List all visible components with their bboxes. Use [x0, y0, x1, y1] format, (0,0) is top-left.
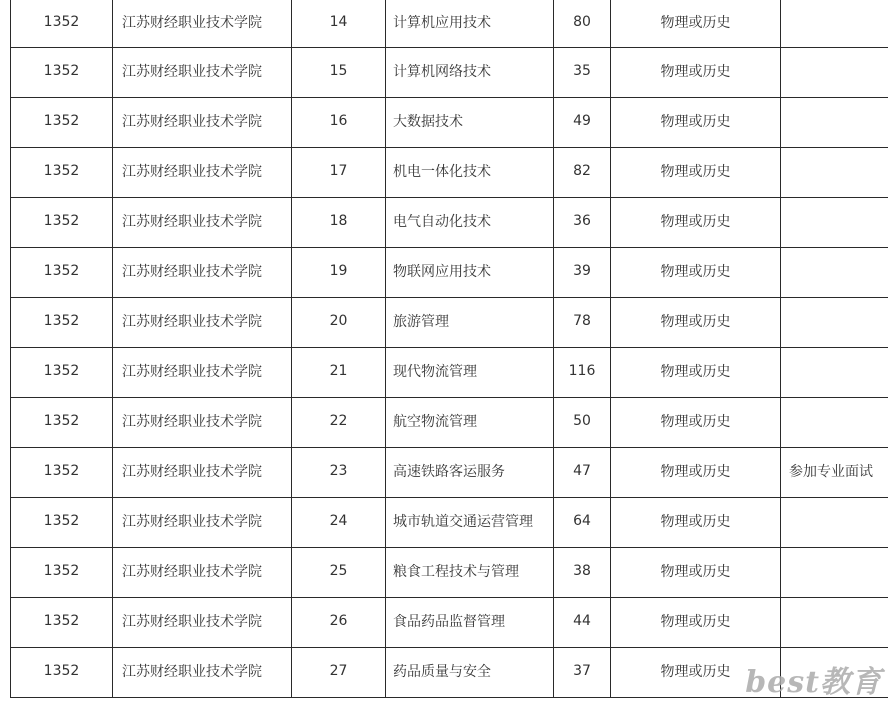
subject-requirement-text: 物理或历史 [660, 14, 731, 31]
subject-requirement-text: 物理或历史 [660, 113, 731, 130]
major-number-cell [292, 48, 386, 98]
plan-count-text: 35 [573, 62, 591, 79]
school-code-cell [11, 648, 113, 698]
major-name-cell [386, 0, 554, 48]
plan-count-cell [554, 398, 611, 448]
subject-requirement-cell [611, 298, 781, 348]
note-cell [781, 498, 888, 548]
plan-count-text: 82 [573, 162, 591, 179]
subject-requirement-text: 物理或历史 [660, 413, 731, 430]
major-name-cell [386, 298, 554, 348]
school-code-text: 1352 [43, 462, 80, 479]
school-name-cell [113, 648, 292, 698]
major-number-cell [292, 298, 386, 348]
school-name-text: 江苏财经职业技术学院 [122, 463, 262, 480]
plan-count-text: 49 [573, 112, 591, 129]
plan-count-cell [554, 198, 611, 248]
major-number-cell [292, 248, 386, 298]
major-name-text: 航空物流管理 [393, 413, 477, 430]
school-name-text: 江苏财经职业技术学院 [122, 14, 262, 31]
plan-count-text: 64 [573, 512, 591, 529]
subject-requirement-text: 物理或历史 [660, 363, 731, 380]
school-name-text: 江苏财经职业技术学院 [122, 263, 262, 280]
subject-requirement-text: 物理或历史 [660, 63, 731, 80]
plan-count-text: 38 [573, 562, 591, 579]
major-number-text: 25 [329, 562, 348, 579]
plan-count-text: 78 [573, 312, 591, 329]
major-name-cell [386, 648, 554, 698]
major-number-text: 17 [329, 162, 348, 179]
school-code-text: 1352 [43, 212, 80, 229]
plan-count-text: 39 [573, 262, 591, 279]
subject-requirement-text: 物理或历史 [660, 163, 731, 180]
subject-requirement-text: 物理或历史 [660, 613, 731, 630]
subject-requirement-cell [611, 48, 781, 98]
major-number-text: 14 [329, 13, 348, 30]
school-code-cell [11, 48, 113, 98]
major-name-cell [386, 348, 554, 398]
plan-count-cell [554, 448, 611, 498]
school-name-text: 江苏财经职业技术学院 [122, 313, 262, 330]
plan-count-text: 36 [573, 212, 591, 229]
school-name-text: 江苏财经职业技术学院 [122, 113, 262, 130]
school-code-text: 1352 [43, 562, 80, 579]
school-name-cell [113, 348, 292, 398]
note-cell [781, 598, 888, 648]
school-code-cell [11, 198, 113, 248]
major-name-cell [386, 198, 554, 248]
school-code-text: 1352 [43, 112, 80, 129]
major-name-cell [386, 148, 554, 198]
table-row [11, 348, 888, 398]
major-number-cell [292, 598, 386, 648]
school-code-cell [11, 0, 113, 48]
school-name-cell [113, 48, 292, 98]
plan-count-cell [554, 348, 611, 398]
school-name-text: 江苏财经职业技术学院 [122, 63, 262, 80]
major-number-text: 20 [329, 312, 348, 329]
major-number-cell [292, 648, 386, 698]
major-name-text: 现代物流管理 [393, 363, 477, 380]
school-code-text: 1352 [43, 312, 80, 329]
major-number-text: 18 [329, 212, 348, 229]
major-name-text: 物联网应用技术 [393, 263, 491, 280]
school-code-text: 1352 [43, 612, 80, 629]
school-code-text: 1352 [43, 162, 80, 179]
plan-count-cell [554, 48, 611, 98]
plan-count-cell [554, 548, 611, 598]
school-code-text: 1352 [43, 262, 80, 279]
plan-count-text: 44 [573, 612, 591, 629]
major-name-text: 药品质量与安全 [393, 663, 491, 680]
school-code-text: 1352 [43, 62, 80, 79]
major-number-cell [292, 348, 386, 398]
subject-requirement-text: 物理或历史 [660, 563, 731, 580]
school-name-cell [113, 598, 292, 648]
subject-requirement-cell [611, 248, 781, 298]
school-name-text: 江苏财经职业技术学院 [122, 213, 262, 230]
school-code-cell [11, 98, 113, 148]
major-name-text: 食品药品监督管理 [393, 613, 505, 630]
major-name-text: 旅游管理 [393, 313, 449, 330]
note-cell [781, 298, 888, 348]
plan-count-text: 80 [573, 13, 591, 30]
major-number-text: 21 [329, 362, 348, 379]
school-code-cell [11, 448, 113, 498]
table-row [11, 598, 888, 648]
note-cell [781, 248, 888, 298]
plan-count-text: 116 [568, 362, 596, 379]
table-row [11, 98, 888, 148]
plan-count-cell [554, 98, 611, 148]
table-row [11, 548, 888, 598]
major-number-text: 26 [329, 612, 348, 629]
note-cell [781, 198, 888, 248]
plan-count-text: 47 [573, 462, 591, 479]
subject-requirement-text: 物理或历史 [660, 513, 731, 530]
major-name-cell [386, 98, 554, 148]
table-body [11, 0, 888, 698]
table-row [11, 48, 888, 98]
major-number-cell [292, 498, 386, 548]
school-name-text: 江苏财经职业技术学院 [122, 563, 262, 580]
subject-requirement-text: 物理或历史 [660, 463, 731, 480]
school-code-cell [11, 498, 113, 548]
plan-count-cell [554, 498, 611, 548]
major-number-text: 15 [329, 62, 348, 79]
note-cell [781, 448, 888, 498]
school-code-cell [11, 398, 113, 448]
watermark-logo: best教育 [745, 665, 882, 700]
major-number-cell [292, 198, 386, 248]
major-number-text: 16 [329, 112, 348, 129]
note-cell [781, 48, 888, 98]
school-code-text: 1352 [43, 412, 80, 429]
school-code-text: 1352 [43, 362, 80, 379]
note-cell [781, 148, 888, 198]
school-code-cell [11, 348, 113, 398]
school-name-cell [113, 148, 292, 198]
school-code-text: 1352 [43, 13, 80, 30]
major-number-cell [292, 548, 386, 598]
major-name-text: 高速铁路客运服务 [393, 463, 505, 480]
school-code-text: 1352 [43, 512, 80, 529]
major-name-cell [386, 498, 554, 548]
plan-count-cell [554, 648, 611, 698]
major-name-text: 粮食工程技术与管理 [393, 563, 519, 580]
major-number-text: 24 [329, 512, 348, 529]
school-name-text: 江苏财经职业技术学院 [122, 413, 262, 430]
school-name-cell [113, 498, 292, 548]
major-name-text: 城市轨道交通运营管理 [393, 513, 533, 530]
major-number-cell [292, 0, 386, 48]
major-name-cell [386, 448, 554, 498]
school-code-cell [11, 548, 113, 598]
subject-requirement-text: 物理或历史 [660, 213, 731, 230]
school-name-cell [113, 548, 292, 598]
plan-count-cell [554, 0, 611, 48]
major-number-cell [292, 448, 386, 498]
subject-requirement-cell [611, 398, 781, 448]
school-name-text: 江苏财经职业技术学院 [122, 663, 262, 680]
subject-requirement-text: 物理或历史 [660, 263, 731, 280]
major-name-cell [386, 398, 554, 448]
major-number-cell [292, 148, 386, 198]
subject-requirement-cell [611, 0, 781, 48]
school-name-cell [113, 98, 292, 148]
note-cell [781, 548, 888, 598]
school-name-text: 江苏财经职业技术学院 [122, 613, 262, 630]
note-cell [781, 348, 888, 398]
school-name-cell [113, 448, 292, 498]
note-cell [781, 98, 888, 148]
school-name-text: 江苏财经职业技术学院 [122, 163, 262, 180]
subject-requirement-text: 物理或历史 [660, 313, 731, 330]
school-name-cell [113, 298, 292, 348]
note-cell [781, 398, 888, 448]
school-code-text: 1352 [43, 662, 80, 679]
major-number-text: 19 [329, 262, 348, 279]
major-name-cell [386, 548, 554, 598]
plan-count-cell [554, 148, 611, 198]
major-name-cell [386, 598, 554, 648]
subject-requirement-text: 物理或历史 [660, 663, 731, 680]
plan-count-cell [554, 248, 611, 298]
subject-requirement-cell [611, 148, 781, 198]
table-row [11, 498, 888, 548]
school-name-text: 江苏财经职业技术学院 [122, 513, 262, 530]
major-name-text: 计算机应用技术 [393, 14, 491, 31]
subject-requirement-cell [611, 448, 781, 498]
table-row [11, 398, 888, 448]
major-name-cell [386, 48, 554, 98]
table-row [11, 248, 888, 298]
subject-requirement-cell [611, 548, 781, 598]
table-row [11, 148, 888, 198]
school-name-cell [113, 0, 292, 48]
note-cell [781, 0, 888, 48]
major-number-text: 27 [329, 662, 348, 679]
major-name-text: 计算机网络技术 [393, 63, 491, 80]
school-name-cell [113, 198, 292, 248]
subject-requirement-cell [611, 498, 781, 548]
subject-requirement-cell [611, 598, 781, 648]
plan-count-text: 37 [573, 662, 591, 679]
major-name-cell [386, 248, 554, 298]
table-row [11, 298, 888, 348]
school-code-cell [11, 298, 113, 348]
note-text: 参加专业面试 [789, 463, 873, 480]
enrollment-table [10, 0, 888, 698]
school-code-cell [11, 598, 113, 648]
major-number-cell [292, 98, 386, 148]
major-name-text: 电气自动化技术 [393, 213, 491, 230]
table-row [11, 448, 888, 498]
plan-count-cell [554, 598, 611, 648]
subject-requirement-cell [611, 98, 781, 148]
table-row [11, 0, 888, 48]
table-row [11, 198, 888, 248]
subject-requirement-cell [611, 198, 781, 248]
school-code-cell [11, 148, 113, 198]
major-number-text: 22 [329, 412, 348, 429]
plan-count-text: 50 [573, 412, 591, 429]
school-name-text: 江苏财经职业技术学院 [122, 363, 262, 380]
subject-requirement-cell [611, 348, 781, 398]
major-name-text: 机电一体化技术 [393, 163, 491, 180]
major-number-text: 23 [329, 462, 348, 479]
plan-count-cell [554, 298, 611, 348]
school-code-cell [11, 248, 113, 298]
school-name-cell [113, 248, 292, 298]
major-name-text: 大数据技术 [393, 113, 463, 130]
school-name-cell [113, 398, 292, 448]
major-number-cell [292, 398, 386, 448]
